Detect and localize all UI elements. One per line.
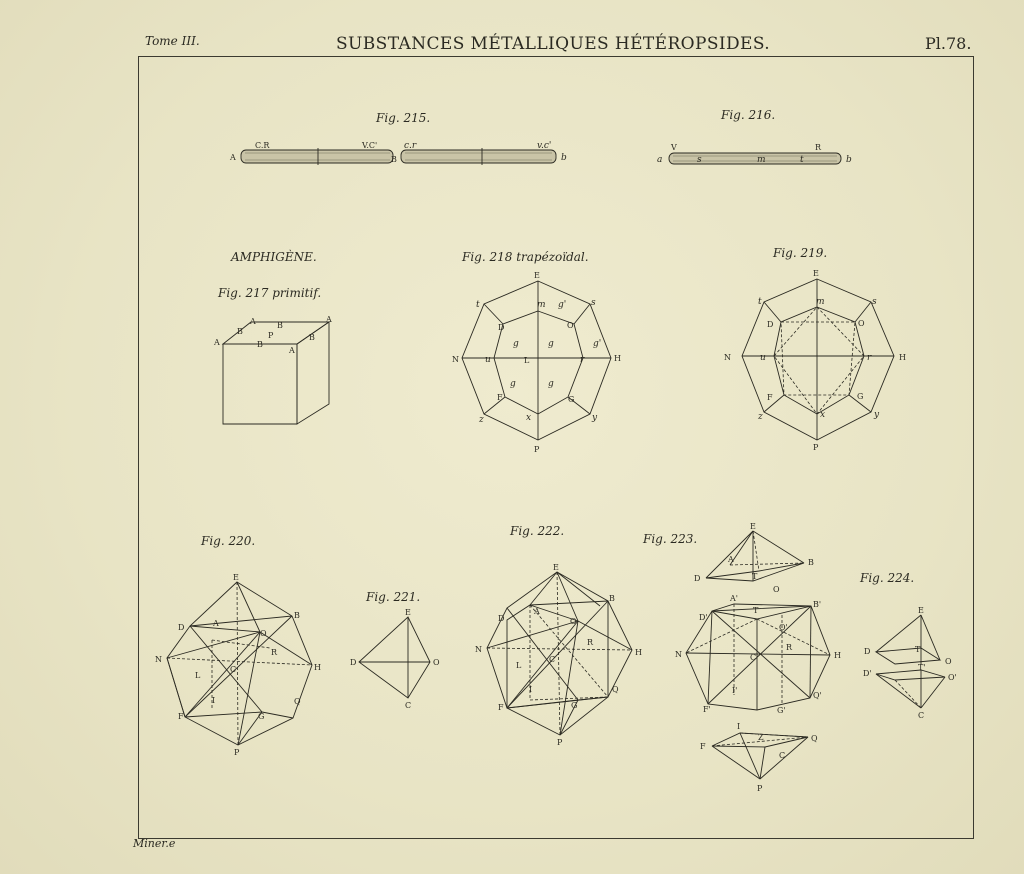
vertex-label: I' xyxy=(732,686,738,695)
cube-label: A xyxy=(289,346,295,355)
vertex-label: B xyxy=(808,558,814,567)
vertex-label: Q xyxy=(612,685,619,694)
rod-label: s xyxy=(697,155,702,165)
vertex-label: N xyxy=(475,645,482,654)
cube-label: A xyxy=(326,315,332,324)
fig-216-caption: Fig. 216. xyxy=(721,108,776,122)
engraver-signature: Miner.e xyxy=(133,837,176,850)
vertex-label: R xyxy=(271,648,278,657)
cube-label: B xyxy=(309,333,315,342)
rod-label: A xyxy=(230,153,236,162)
vertex-label: r xyxy=(867,353,872,363)
vertex-label: H xyxy=(899,353,906,362)
fig-221-caption: Fig. 221. xyxy=(366,590,421,604)
vertex-label: D xyxy=(350,658,357,667)
vertex-label: T xyxy=(752,572,758,581)
rod-label: t xyxy=(800,155,804,165)
vertex-label: C' xyxy=(750,653,759,662)
vertex-label: T xyxy=(753,606,759,615)
vertex-label: F xyxy=(178,712,184,721)
vertex-label: C xyxy=(549,655,556,664)
vertex-label: g xyxy=(548,379,554,389)
fig-217-caption: Fig. 217 primitif. xyxy=(218,286,322,300)
fig-224 xyxy=(859,571,957,720)
rod-label: v.c' xyxy=(537,141,552,151)
vertex-label: s xyxy=(872,297,877,307)
vertex-label: Q' xyxy=(813,691,822,700)
vertex-label: T' xyxy=(918,663,926,672)
vertex-label: F xyxy=(497,393,503,402)
vertex-label: D xyxy=(498,614,505,623)
fig-224-caption: Fig. 224. xyxy=(860,571,915,585)
fig-223 xyxy=(642,522,841,793)
rod-label: a xyxy=(657,155,663,165)
vertex-label: A xyxy=(728,555,734,564)
vertex-label: D xyxy=(178,623,185,632)
vertex-label: G xyxy=(568,395,575,404)
vertex-label: r xyxy=(580,355,585,365)
vertex-label: Z xyxy=(758,733,764,742)
vertex-label: O' xyxy=(948,673,957,682)
fig-219 xyxy=(724,246,906,452)
vertex-label: O xyxy=(858,319,865,328)
vertex-label: G xyxy=(857,392,864,401)
vertex-label: B xyxy=(609,594,615,603)
vertex-label: B' xyxy=(813,600,822,609)
vertex-label: z xyxy=(758,412,763,422)
vertex-label: g xyxy=(548,339,554,349)
cube-label: B xyxy=(277,321,283,330)
vertex-label: P xyxy=(234,748,240,757)
vertex-label: G xyxy=(571,701,578,710)
rod-shape xyxy=(401,150,556,163)
fig-220-caption: Fig. 220. xyxy=(201,534,256,548)
rod-label: B xyxy=(391,155,397,164)
vertex-label: P xyxy=(757,784,763,793)
vertex-label: D xyxy=(498,323,505,332)
rod-label: C.R xyxy=(255,141,270,150)
vertex-label: g xyxy=(513,339,519,349)
vertex-label: R xyxy=(587,638,594,647)
rod-label: R xyxy=(815,143,822,152)
vertex-label: g' xyxy=(558,300,567,310)
vertex-label: z xyxy=(479,415,484,425)
rod-label: b xyxy=(846,155,852,165)
vertex-label: D xyxy=(864,647,871,656)
vertex-label: N xyxy=(452,355,459,364)
vertex-label: A' xyxy=(730,594,738,603)
fig-223-caption: Fig. 223. xyxy=(643,532,698,546)
vertex-label: E xyxy=(813,269,819,278)
vertex-label: C xyxy=(230,665,237,674)
vertex-label: P xyxy=(813,443,819,452)
vertex-label: O xyxy=(773,585,780,594)
vertex-label: C xyxy=(779,751,786,760)
vertex-label: t xyxy=(476,300,480,310)
rod-shape xyxy=(241,150,393,163)
fig-218 xyxy=(452,250,621,454)
vertex-label: u xyxy=(485,355,491,365)
vertex-label: O xyxy=(567,321,574,330)
vertex-label: x xyxy=(820,410,826,420)
vertex-label: m xyxy=(816,297,825,307)
vertex-label: T xyxy=(915,645,921,654)
plate-number: Pl.78. xyxy=(925,34,972,53)
vertex-label: I xyxy=(529,685,533,694)
vertex-label: F xyxy=(498,703,504,712)
cube-label: B xyxy=(237,327,243,336)
plate-title: SUBSTANCES MÉTALLIQUES HÉTÉROPSIDES. xyxy=(336,34,771,54)
vertex-label: F xyxy=(767,393,773,402)
fig-215-caption: Fig. 215. xyxy=(376,111,431,125)
vertex-label: L xyxy=(516,661,522,670)
vertex-label: R xyxy=(786,643,793,652)
vertex-label: E xyxy=(534,271,540,280)
vertex-label: O xyxy=(260,629,267,638)
rod-label: c.r xyxy=(404,141,417,151)
rod-shape xyxy=(669,153,841,164)
fig-220 xyxy=(155,534,321,757)
vertex-label: g' xyxy=(593,339,602,349)
vertex-label: N xyxy=(155,655,162,664)
tome-label: Tome III. xyxy=(145,34,200,48)
amphigene-caption: AMPHIGÈNE. xyxy=(231,250,317,264)
vertex-label: H xyxy=(614,354,621,363)
vertex-label: E xyxy=(750,522,756,531)
vertex-label: C xyxy=(405,701,412,710)
vertex-label: y xyxy=(592,413,598,423)
vertex-label: H xyxy=(314,663,321,672)
vertex-label: t xyxy=(758,297,762,307)
vertex-label: m xyxy=(537,300,546,310)
vertex-label: y xyxy=(874,410,880,420)
rod-label: V xyxy=(671,143,677,152)
vertex-label: E xyxy=(233,573,239,582)
cube-label: A xyxy=(250,317,256,326)
fig-215 xyxy=(229,111,567,165)
vertex-label: N xyxy=(675,650,682,659)
vertex-label: N xyxy=(724,353,731,362)
vertex-label: O' xyxy=(779,623,788,632)
fig-222-caption: Fig. 222. xyxy=(510,524,565,538)
vertex-label: H xyxy=(635,648,642,657)
vertex-label: L xyxy=(524,356,530,365)
fig-222 xyxy=(475,524,642,747)
vertex-label: B xyxy=(294,611,300,620)
vertex-label: I xyxy=(212,696,216,705)
fig-218-caption: Fig. 218 trapézoïdal. xyxy=(462,250,589,264)
vertex-label: O xyxy=(570,617,577,626)
fig-217 xyxy=(213,249,332,424)
vertex-label: D' xyxy=(699,613,708,622)
vertex-label: Q xyxy=(294,697,301,706)
vertex-label: H xyxy=(834,651,841,660)
vertex-label: A xyxy=(213,619,219,628)
cube-label: P xyxy=(268,331,274,340)
vertex-label: s xyxy=(591,298,596,308)
fig-219-caption: Fig. 219. xyxy=(773,246,828,260)
vertex-label: u xyxy=(760,353,766,363)
vertex-label: E xyxy=(918,606,924,615)
rod-label: m xyxy=(757,155,766,165)
vertex-label: F xyxy=(700,742,706,751)
vertex-label: P xyxy=(534,445,540,454)
vertex-label: F' xyxy=(703,705,711,714)
vertex-label: E xyxy=(405,608,411,617)
vertex-label: D' xyxy=(863,669,872,678)
fig-221 xyxy=(350,590,440,710)
vertex-label: g xyxy=(510,379,516,389)
rod-label: V.C' xyxy=(362,141,378,150)
rod-label: b xyxy=(561,153,567,163)
vertex-label: G' xyxy=(777,706,786,715)
vertex-label: O xyxy=(433,658,440,667)
vertex-label: x xyxy=(526,413,532,423)
vertex-label: I xyxy=(737,722,741,731)
cube-label: B xyxy=(257,340,263,349)
cube-label: A xyxy=(214,338,220,347)
vertex-label: G xyxy=(258,712,265,721)
vertex-label: C xyxy=(918,711,925,720)
vertex-label: E xyxy=(553,563,559,572)
vertex-label: P xyxy=(557,738,563,747)
vertex-label: O xyxy=(945,657,952,666)
vertex-label: Q xyxy=(811,734,818,743)
vertex-label: L xyxy=(195,671,201,680)
vertex-label: D xyxy=(767,320,774,329)
fig-216 xyxy=(657,108,852,165)
vertex-label: A xyxy=(534,607,540,616)
vertex-label: D xyxy=(694,574,701,583)
